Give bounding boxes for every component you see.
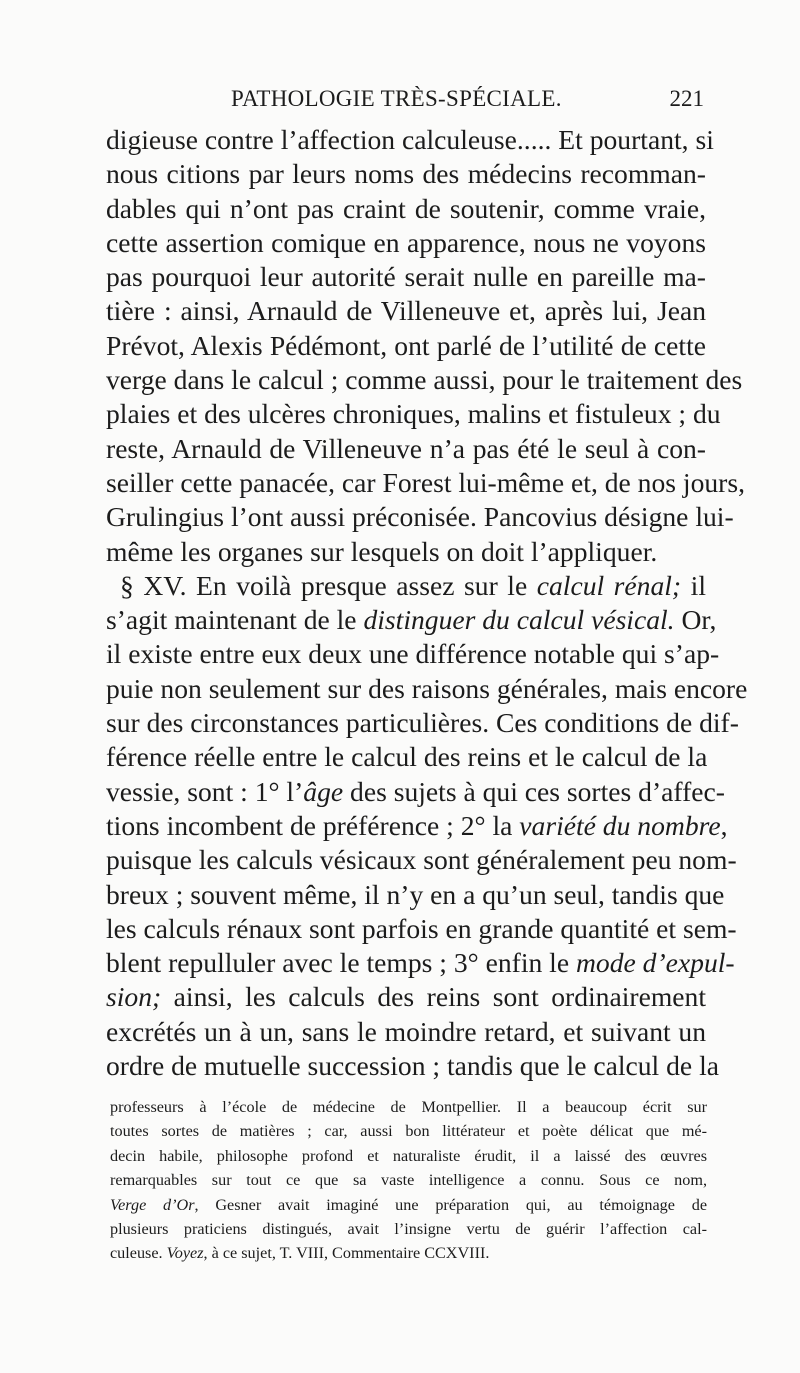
italic-text: mode d’expul- [576, 947, 735, 979]
text-segment: dables qui n’ont pas craint de soutenir, comme vraie, [106, 192, 706, 224]
text-segment: tière : ainsi, Arnauld de Villeneuve et, après lui, Jean [106, 295, 706, 327]
text-segment: Prévot, Alexis Pédémont, ont parlé de l’utilité de cette [106, 329, 706, 361]
text-segment: pas pourquoi leur autorité serait nulle en pareille ma- [106, 261, 706, 293]
text-line [106, 775, 725, 809]
text-line [106, 980, 706, 1014]
text-segment: vessie, sont : 1° l’ [106, 775, 304, 807]
text-segment: toutes sortes de matières ; car, aussi bon littérateur et poète délicat que mé- [110, 1122, 707, 1141]
italic-text: Voyez [166, 1244, 204, 1263]
text-line [106, 843, 737, 877]
text-segment: professeurs à l’école de médecine de Montpellier. Il a beaucoup écrit sur [110, 1098, 707, 1116]
running-title: PATHOLOGIE TRÈS-SPÉCIALE. [231, 86, 562, 111]
footnote-line [110, 1241, 707, 1265]
text-line [106, 1049, 719, 1083]
text-segment: sur des circonstances particulières. Ces conditions de dif- [106, 707, 739, 739]
text-segment: les calculs rénaux sont parfois en grande quantité et sem- [106, 912, 737, 944]
text-segment: digieuse contre l’affection calculeuse..... Et pourtant, si [106, 124, 714, 155]
text-line [106, 706, 739, 740]
text-segment: puie non seulement sur des raisons générales, mais encore [106, 672, 748, 704]
text-segment: Or, [674, 604, 717, 636]
text-segment: plusieurs praticiens distingués, avait l’insigne vertu de guérir l’affection cal- [110, 1220, 707, 1239]
text-line [106, 329, 706, 363]
text-line [106, 946, 735, 980]
text-line [106, 500, 734, 534]
text-segment: plaies et des ulcères chroniques, malins et fistuleux ; du [106, 398, 721, 430]
footnote [110, 1095, 707, 1266]
text-line [106, 123, 714, 157]
text-segment: decin habile, philosophe profond et naturaliste érudit, il a laissé des œuvres [110, 1146, 707, 1165]
text-line [106, 569, 706, 603]
text-segment: s’agit maintenant de le [106, 604, 364, 636]
italic-text: calcul rénal; [536, 569, 682, 601]
italic-text: âge [303, 775, 344, 807]
footnote-line [110, 1217, 707, 1241]
text-line [106, 672, 748, 706]
text-line [106, 226, 706, 260]
text-segment: excrétés un à un, sans le moindre retard, et suivant un [106, 1015, 706, 1047]
footnote-line [110, 1095, 707, 1119]
text-line [106, 157, 706, 191]
italic-text: variété du nombre [519, 809, 721, 841]
text-segment: remarquables sur tout ce que sa vaste intelligence a connu. Sous ce nom, [110, 1171, 707, 1190]
text-segment: cette assertion comique en apparence, nous ne voyons [106, 226, 706, 258]
text-line [106, 432, 706, 466]
text-segment: culeuse. [110, 1244, 167, 1263]
text-segment: breux ; souvent même, il n’y en a qu’un seul, tandis que [106, 878, 725, 910]
text-segment: Grulingius l’ont aussi préconisée. Pancovius désigne lui- [106, 501, 734, 533]
page-header [108, 86, 704, 120]
text-segment: seiller cette panacée, car Forest lui-même et, de nos jours, [106, 466, 745, 498]
footnote-line [110, 1168, 707, 1192]
text-segment: verge dans le calcul ; comme aussi, pour le traitement des [106, 364, 743, 396]
text-line [106, 294, 706, 328]
footnote-line [110, 1193, 707, 1217]
italic-text: distinguer du calcul vésical. [363, 604, 675, 636]
text-line [106, 603, 717, 637]
text-segment: il existe entre eux deux une différence notable qui s’ap- [106, 638, 720, 670]
text-line [106, 192, 706, 226]
text-segment: il [681, 569, 706, 601]
text-segment: ainsi, les calculs des reins sont ordinairement [161, 981, 706, 1013]
text-line [106, 740, 706, 774]
italic-text: sion; [106, 981, 162, 1013]
page-number: 221 [669, 86, 704, 111]
italic-text: Verge d’Or [110, 1195, 195, 1214]
text-segment: , à ce sujet, T. VIII, Commentaire CCXVIII. [203, 1244, 490, 1263]
text-line [106, 466, 745, 500]
footnote-line [110, 1119, 707, 1143]
text-segment: ordre de mutuelle succession ; tandis que le calcul de la [106, 1050, 719, 1082]
text-segment: férence réelle entre le calcul des reins et le calcul de la [106, 741, 708, 773]
text-line [106, 363, 743, 397]
text-segment: même les organes sur lesquels on doit l’appliquer. [106, 535, 658, 567]
text-line [106, 809, 728, 843]
text-segment: , [720, 809, 728, 841]
text-line [106, 878, 725, 912]
text-segment: puisque les calculs vésicaux sont généralement peu nom- [106, 844, 737, 876]
text-segment: tions incombent de préférence ; 2° la [106, 809, 520, 841]
text-line [106, 912, 737, 946]
text-segment: des sujets à qui ces sortes d’affec- [343, 775, 725, 807]
text-segment: blent repulluler avec le temps ; 3° enfin le [106, 947, 576, 979]
text-segment: § XV. En voilà presque assez sur le [120, 569, 537, 601]
body-text [106, 123, 748, 1083]
text-line [106, 535, 706, 569]
text-line [106, 397, 721, 431]
text-segment: reste, Arnauld de Villeneuve n’a pas été le seul à con- [106, 432, 706, 464]
text-segment: , Gesner avait imaginé une préparation qui, au témoignage de [194, 1195, 708, 1214]
text-line [106, 260, 706, 294]
footnote-line [110, 1144, 707, 1168]
text-line [106, 637, 720, 671]
text-line [106, 1015, 706, 1049]
text-segment: nous citions par leurs noms des médecins recomman- [106, 158, 706, 190]
